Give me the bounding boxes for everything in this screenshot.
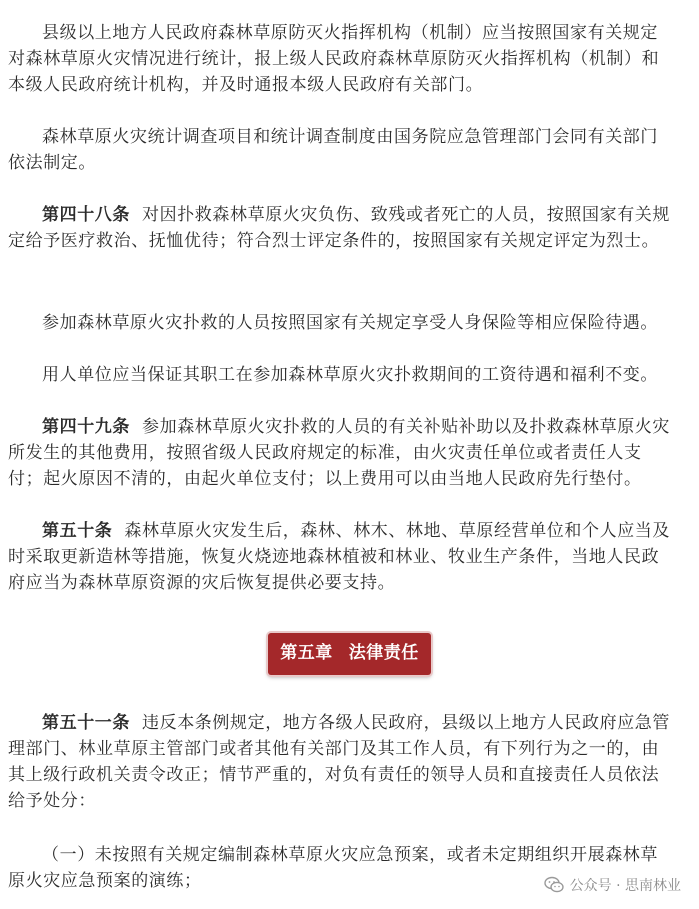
paragraph-text: 用人单位应当保证其职工在参加森林草原火灾扑救期间的工资待遇和福利不变。 bbox=[42, 365, 658, 385]
chapter-number: 第五章 bbox=[280, 643, 333, 663]
chapter-heading-wrapper bbox=[0, 633, 699, 675]
paragraph-wages bbox=[8, 362, 670, 388]
paragraph-article-50 bbox=[8, 518, 670, 596]
paragraph-statistics-report bbox=[8, 20, 670, 98]
article-number: 第五十条 bbox=[42, 521, 113, 541]
paragraph-text: 违反本条例规定，地方各级人民政府，县级以上地方人民政府应急管理部门、林业草原主管部门或者其他有关部门及其工作人员，有下列行为之一的，由其上级行政机关责令改正；情节严重的，对负有责任的领导人员和直接责任人员依法给予处分： bbox=[8, 713, 670, 811]
paragraph-statistics-system bbox=[8, 124, 670, 176]
paragraph-text: 森林草原火灾发生后，森林、林木、林地、草原经营单位和个人应当及时采取更新造林等措施，恢复火烧迹地森林植被和林业、牧业生产条件，当地人民政府应当为森林草原资源的灾后恢复提供必要支持。 bbox=[8, 521, 671, 593]
wechat-icon bbox=[544, 876, 564, 894]
paragraph-text: 对因扑救森林草原火灾负伤、致残或者死亡的人员，按照国家有关规定给予医疗救治、抚恤优待；符合烈士评定条件的，按照国家有关规定评定为烈士。 bbox=[8, 205, 670, 251]
paragraph-article-48 bbox=[8, 202, 670, 254]
paragraph-text: 参加森林草原火灾扑救的人员的有关补贴补助以及扑救森林草原火灾所发生的其他费用，按照省级人民政府规定的标准，由火灾责任单位或者责任人支付；起火原因不清的，由起火单位支付；以上费用可以由当地人民政府先行垫付。 bbox=[8, 417, 670, 489]
paragraph-insurance bbox=[8, 310, 670, 336]
paragraph-article-51 bbox=[8, 710, 670, 814]
paragraph-text: 县级以上地方人民政府森林草原防灭火指挥机构（机制）应当按照国家有关规定对森林草原火灾情况进行统计，报上级人民政府森林草原防灭火指挥机构（机制）和本级人民政府统计机构，并及时通报本级人民政府有关部门。 bbox=[8, 23, 660, 95]
paragraph-text: 参加森林草原火灾扑救的人员按照国家有关规定享受人身保险等相应保险待遇。 bbox=[42, 313, 658, 333]
watermark bbox=[544, 875, 681, 895]
chapter-title: 法律责任 bbox=[348, 643, 419, 663]
paragraph-text: （一）未按照有关规定编制森林草原火灾应急预案，或者未定期组织开展森林草原火灾应急预案的演练； bbox=[8, 845, 658, 891]
paragraph-article-49 bbox=[8, 414, 670, 492]
paragraph-text: 森林草原火灾统计调查项目和统计调查制度由国务院应急管理部门会同有关部门依法制定。 bbox=[8, 127, 658, 173]
article-number: 第四十八条 bbox=[42, 205, 130, 225]
article-number: 第四十九条 bbox=[42, 417, 130, 437]
chapter-heading bbox=[268, 633, 431, 675]
article-number: 第五十一条 bbox=[42, 713, 130, 733]
watermark-text: 公众号 · 思南林业 bbox=[569, 878, 681, 894]
